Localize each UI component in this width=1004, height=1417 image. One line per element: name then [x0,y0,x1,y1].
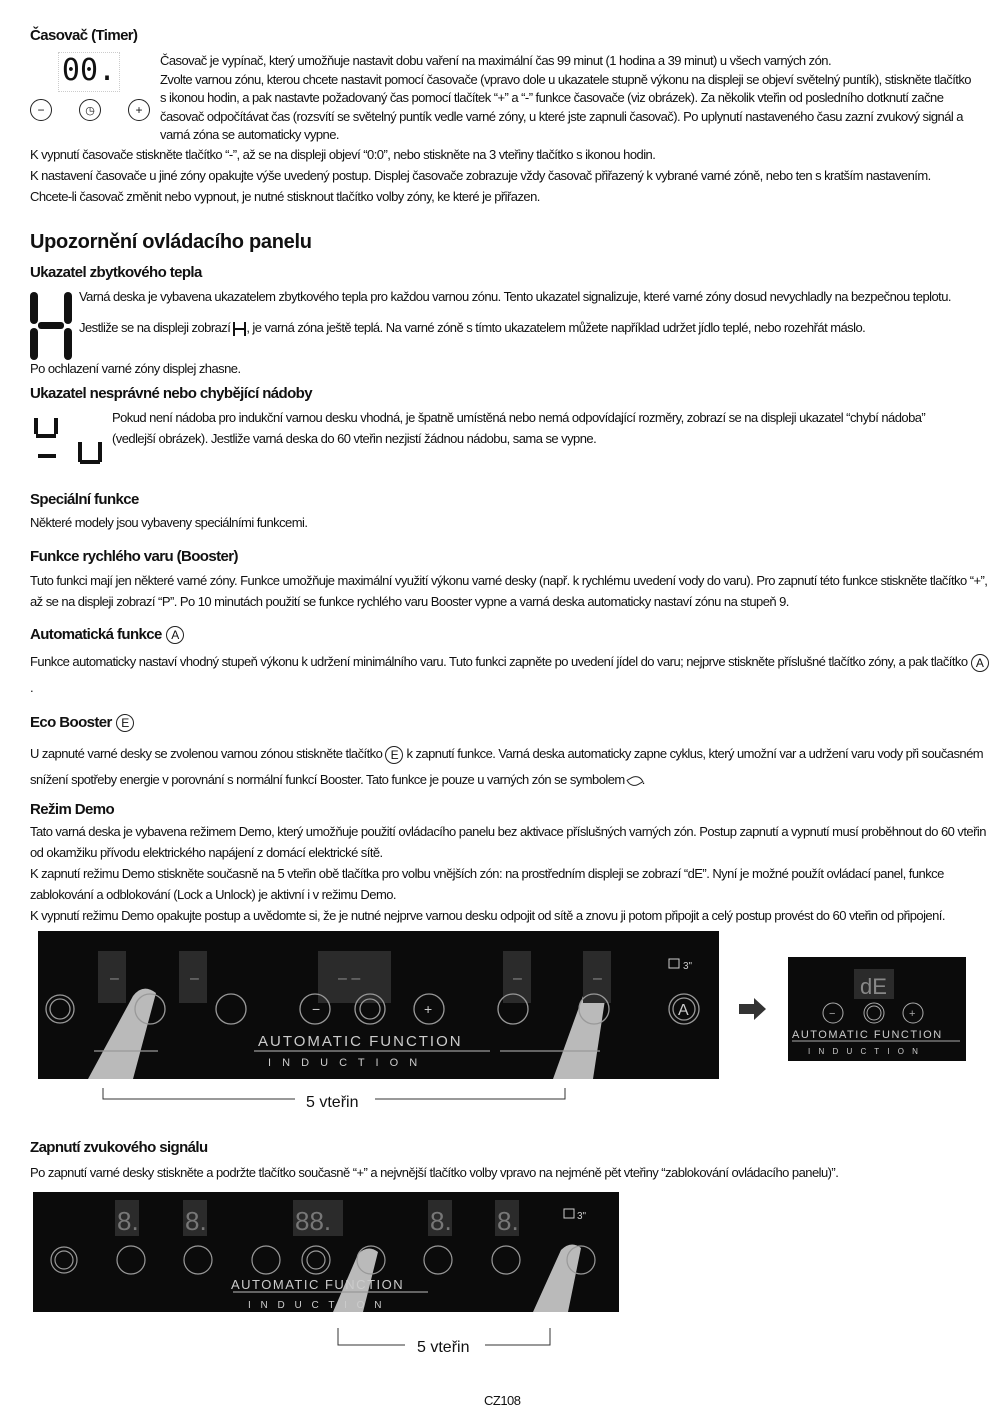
residual-heat-paragraph-2a: Jestliže se na displeji zobrazí [79,320,231,335]
svg-text:+: + [909,1008,916,1020]
pan-indicator-paragraph: Pokud není nádoba pro indukční varnou desku vhodná, je špatně umístěná nebo nemá odpovídající rozměry, zobrazí se na displeji ukazatel “chybí nádoba” (vedlejší obrázek). Jestliže varná deska do 60 vteřin nezjistí žádnou nádobu, sama se vypne. [112,410,926,446]
eco-paragraph-b: k zapnutí funkce. Varná deska automaticky zapne cyklus, který umožní var a udržení varu vody při současném snížení spotřeby energie v porovnání s normální funkcí Booster. Tato funkce je pouze u varných zón se symbolem [30,746,984,787]
brand-line-1: AUTOMATIC FUNCTION [231,1277,405,1292]
booster-title: Funkce rychlého varu (Booster) [30,548,238,565]
zone-display-2: – [190,970,199,987]
demo-paragraph-2: K zapnutí režimu Demo stiskněte současně na 5 vteřin obě tlačítka pro volbu vnějších zón: na prostředním displeji se zobrazí “dE”. Nyní je možné použít ovládací panel, funkce zablokování a odblokování (Lock a Unlock) je aktivní i v režimu Demo. [30,866,944,902]
brand-line-1: AUTOMATIC FUNCTION [792,1029,943,1041]
timer-title: Časovač (Timer) [30,27,138,44]
eco-e-icon: E [116,714,134,732]
timer-paragraph-5: Chcete-li časovač změnit nebo vypnout, je nutné stisknout tlačítko volby zóny, ke které je přiřazen. [30,189,540,204]
booster-paragraph: Tuto funkci mají jen některé varné zóny. Funkce umožňuje maximální využití výkonu varné desky (např. k rychlému uvedení vody do varu). Pro zapnutí této funkce stiskněte tlačítko “+”, až se na displeji zobrazí “P”. Po 10 minutách použití se funkce rychlého varu Booster vypne a varná deska automaticky nastaví zónu na stupeň 9. [30,573,988,609]
eco-paragraph-end: . [641,772,645,787]
timer-paragraph-3: K vypnutí časovače stiskněte tlačítko “-”, až se na displeji objeví “0:0”, nebo stiskněte na 3 vteřiny tlačítko s ikonou hodin. [30,147,656,162]
residual-heat-h-icon [28,290,74,362]
residual-heat-paragraph-1: Varná deska je vybavena ukazatelem zbytkového tepla pro každou varnou zónu. Tento ukazatel signalizuje, které varné zóny dosud nevychladly na bezpečnou teplotu. [79,289,951,304]
duration-label: 5 vteřin [417,1339,470,1355]
zone-display-3: – [513,970,522,987]
auto-a-icon-inline: A [971,654,989,672]
h-symbol-icon [233,322,246,336]
timer-paragraph-2: Zvolte varnou zónu, kterou chcete nastavit pomocí časovače (vpravo dole u ukazatele stupně výkonu na displeji se objeví světelný puntík), stiskněte tlačítko s ikonou hodin, a pak nastavte požadovaný čas pomocí tlačítek “+” a “-” funkce časovače (viz obrázek). Za několik vteřin od posledního dotknutí začne časovač odpočítávat čas (rozsvítí se světelný puntík vedle varné zóny, u které jste zapnuli časovač). Po uplynutí nastaveného času zazní zvukový signál a varná zóna se automaticky vypne. [160,71,971,142]
lock-label: 3" [683,961,693,972]
svg-text:−: − [829,1008,836,1020]
warnings-title: Upozornění ovládacího panelu [30,231,312,253]
minus-icon: − [30,99,52,121]
auto-paragraph: Funkce automaticky nastaví vhodný stupeň výkonu k udržení minimálního varu. Tuto funkci zapněte po uvedení jídel do varu; nejprve stiskněte příslušné tlačítko zóny, a pak tlačítko [30,654,968,669]
clock-icon: ◷ [79,99,101,121]
demo-display: dE [860,974,887,999]
brand-line-2: I N D U C T I O N [248,1300,385,1311]
auto-title: Automatická funkce [30,626,162,644]
zone-display-1: 8. [117,1206,139,1236]
auto-paragraph-end: . [30,680,34,695]
timer-paragraph-1: Časovač je vypínač, který umožňuje nastavit dobu vaření na maximální čas 99 minut (1 hodina a 39 minut) u všech varných zón. [160,53,832,68]
auto-a-button-label: A [678,1002,689,1019]
residual-heat-paragraph-3: Po ochlazení varné zóny displej zhasne. [30,361,241,376]
demo-result-panel [788,957,966,1061]
brand-line-2: I N D U C T I O N [268,1057,422,1069]
special-paragraph: Některé modely jsou vybaveny speciálními funkcemi. [30,515,308,530]
timer-paragraph-4: K nastavení časovače u jiné zóny opakujte výše uvedený postup. Displej časovače zobrazuje vždy časovač přiřazený k vybrané varné zóně, nebo ten s kratším nastavením. [30,168,931,183]
leaf-icon [626,773,643,789]
brand-line-1: AUTOMATIC FUNCTION [258,1033,463,1050]
svg-text:−: − [312,1001,321,1017]
demo-paragraph-1: Tato varná deska je vybavena režimem Demo, který umožňuje použití ovládacího panelu bez aktivace příslušných varných zón. Postup zapnutí a vypnutí musí proběhnout do 60 vteřin od okamžiku přívodu elektrického napájení z domácí elektrické sítě. [30,824,986,860]
zone-display-4: – [593,970,602,987]
sound-control-panel [33,1192,619,1312]
pan-indicator-title: Ukazatel nesprávné nebo chybějící nádoby [30,385,312,402]
plus-icon: + [128,99,150,121]
auto-a-icon: A [166,626,184,644]
arrow-right-icon [739,998,767,1020]
no-pan-indicator-icon [32,416,104,468]
residual-heat-paragraph-2b: , je varná zóna ještě teplá. Na varné zóně s tímto ukazatelem můžete například udržet jídlo teplé, nebo rozehřát máslo. [246,320,866,335]
demo-paragraph-3: K vypnutí režimu Demo opakujte postup a uvědomte si, že je nutné nejprve varnou desku odpojit od sítě a znovu ji potom připojit a celý postup provést do 60 vteřin od připojení. [30,908,945,923]
lock-label: 3" [577,1211,587,1222]
duration-bracket [100,1085,570,1115]
eco-e-icon-inline: E [385,746,403,764]
timer-display: 00. [58,52,120,92]
timer-display: 88. [295,1206,332,1236]
duration-label: 5 vteřin [306,1094,359,1111]
residual-heat-title: Ukazatel zbytkového tepla [30,264,202,281]
demo-title: Režim Demo [30,801,115,818]
svg-text:+: + [424,1001,433,1017]
zone-display-1: – [110,970,119,987]
sound-paragraph: Po zapnutí varné desky stiskněte a podržte tlačítko současně “+” a nejvnější tlačítko volby vpravo na nejméně pět vteřiny “zablokování ovládacího panelu)”. [30,1165,839,1180]
timer-buttons [30,99,150,121]
brand-line-2: I N D U C T I O N [808,1047,921,1056]
zone-display-2: 8. [185,1206,207,1236]
eco-title: Eco Booster [30,714,112,732]
sound-title: Zapnutí zvukového signálu [30,1139,208,1156]
eco-paragraph-a: U zapnuté varné desky se zvolenou varnou zónou stiskněte tlačítko [30,746,383,761]
demo-control-panel [38,931,719,1079]
zone-display-3: 8. [430,1206,452,1236]
duration-bracket [335,1325,555,1355]
page-number: CZ108 [484,1393,521,1408]
special-title: Speciální funkce [30,491,139,508]
timer-display: – – [338,970,361,987]
zone-display-4: 8. [497,1206,519,1236]
